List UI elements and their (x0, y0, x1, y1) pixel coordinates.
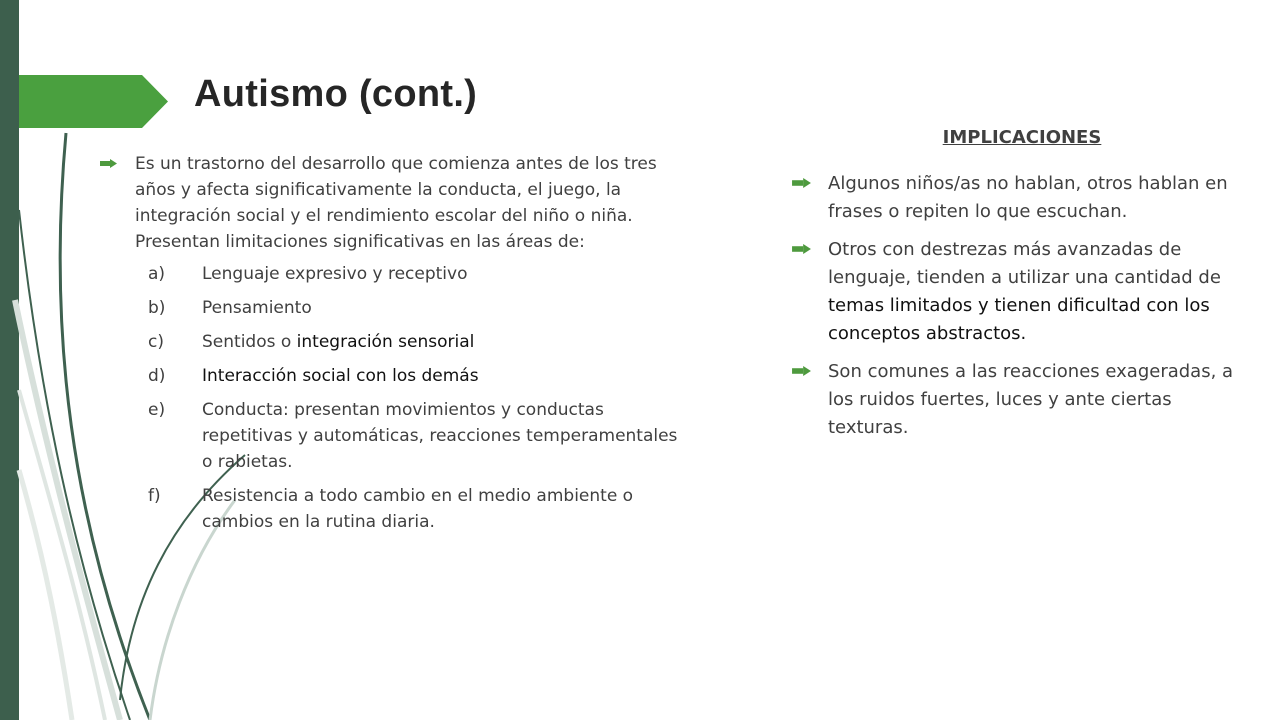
areas-list (100, 261, 680, 535)
list-text-part: Sentidos o (202, 332, 297, 352)
intro-bullet (100, 151, 680, 255)
list-letter: d) (148, 366, 166, 386)
list-text: Resistencia a todo cambio en el medio ambiente o cambios en la rutina diaria. (202, 486, 634, 532)
list-letter: e) (148, 400, 166, 420)
list-item (100, 261, 680, 287)
list-text: Interacción social con los demás (202, 366, 479, 386)
list-text-part-dark: integración sensorial (296, 332, 475, 352)
implicaciones-heading: IMPLICACIONES (942, 127, 1102, 148)
arrow-bullet-icon (792, 244, 811, 254)
intro-text: Es un trastorno del desarrollo que comienza antes de los tres años y afecta significativamente la conducta, el juego, la integración social y el rendimiento escolar del niño o niña. Presentan limitaciones significativas en las áreas de: (135, 154, 657, 252)
list-item (100, 329, 680, 355)
implication-text-part-dark: temas limitados y tienen dificultad con los conceptos abstractos. (828, 295, 1210, 344)
implication-text: Son comunes a las reacciones exageradas, a los ruidos fuertes, luces y ante ciertas texturas. (828, 361, 1234, 438)
list-text: Pensamiento (202, 298, 312, 318)
implication-text: Algunos niños/as no hablan, otros hablan en frases o repiten lo que escuchan. (828, 173, 1228, 222)
list-letter: a) (148, 264, 166, 284)
implication-text (828, 236, 1252, 348)
list-letter: f) (148, 486, 161, 506)
right-column (792, 126, 1252, 452)
list-text (202, 329, 680, 355)
arrow-bullet-icon (792, 178, 811, 188)
implication-bullet (792, 236, 1252, 348)
list-item (100, 295, 680, 321)
list-item (100, 483, 680, 535)
list-text: Conducta: presentan movimientos y conductas repetitivas y automáticas, reacciones temperamentales o rabietas. (202, 400, 678, 472)
list-item (100, 363, 680, 389)
list-letter: b) (148, 298, 166, 318)
slide-title: Autismo (cont.) (194, 73, 478, 115)
implication-bullet (792, 358, 1252, 442)
arrow-bullet-icon (792, 366, 811, 376)
list-text: Lenguaje expresivo y receptivo (202, 264, 468, 284)
implication-bullet (792, 170, 1252, 226)
title-arrow-banner (19, 75, 168, 128)
arrow-bullet-icon (100, 159, 117, 168)
list-letter: c) (148, 332, 164, 352)
list-item (100, 397, 680, 475)
left-column (100, 151, 680, 543)
implication-text-part: Otros con destrezas más avanzadas de lenguaje, tienden a utilizar una cantidad de (828, 239, 1221, 288)
